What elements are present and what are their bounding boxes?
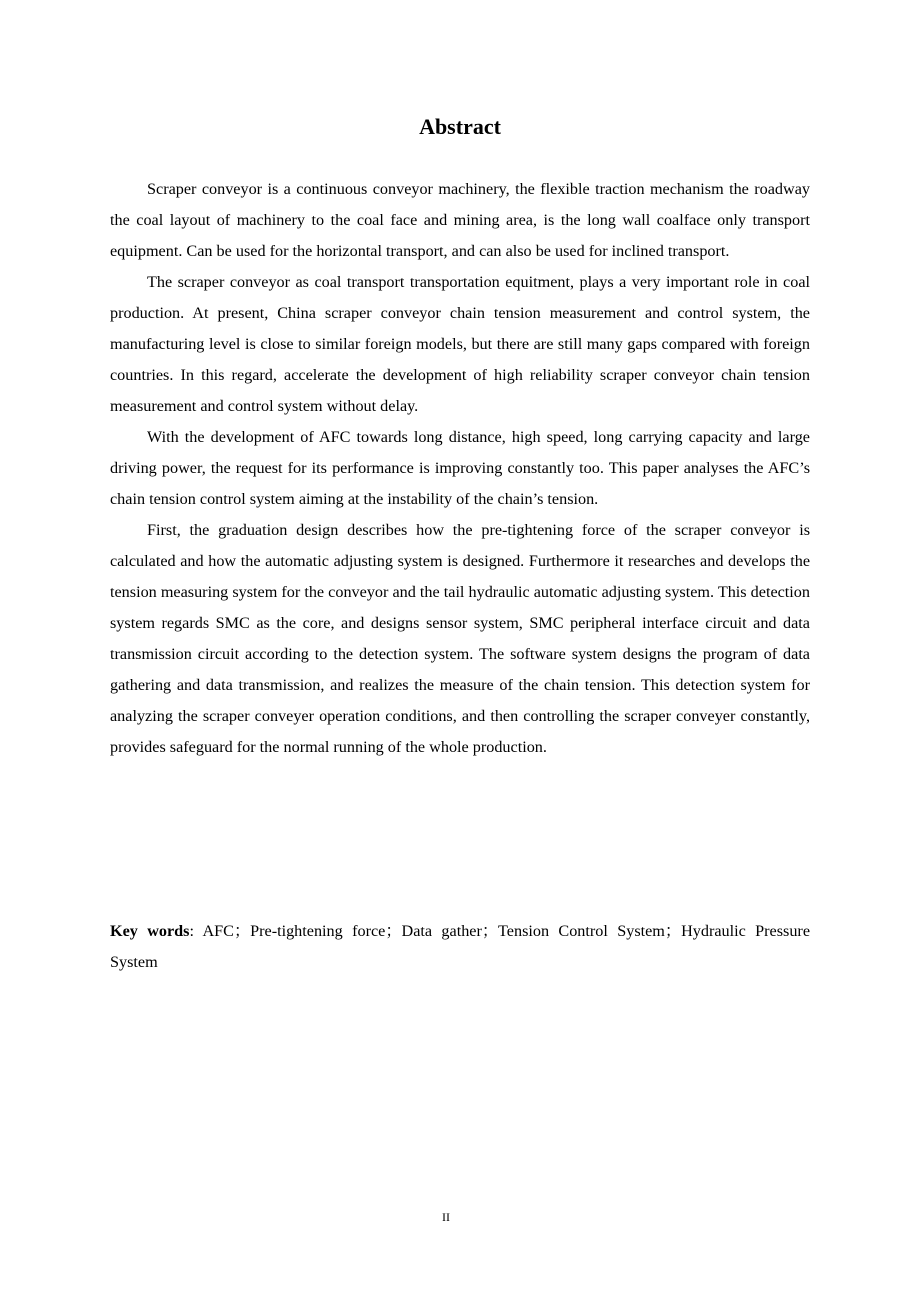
abstract-paragraph-4: First, the graduation design describes how the pre-tightening force of the scraper conveyor is calculated and how the automatic adjusting system is designed. Furthermore it researches and develops the tension measuring system for the conveyor and the tail hydraulic automatic adjusting system. This detection system regards SMC as the core, and designs sensor system, SMC peripheral interface circuit and data transmission circuit according to the detection system. The software system designs the program of data gathering and data transmission, and realizes the measure of the chain tension. This detection system for analyzing the scraper conveyer operation conditions, and then controlling the scraper conveyer constantly, provides safeguard for the normal running of the whole production.	[110, 521, 810, 756]
keywords-label: Key words	[110, 922, 190, 940]
page-number: II	[442, 1210, 450, 1224]
keywords-line	[110, 916, 810, 978]
abstract-paragraph-2: The scraper conveyor as coal transport transportation equitment, plays a very important role in coal production. At present, China scraper conveyor chain tension measurement and control system, the manufacturing level is close to similar foreign models, but there are still many gaps compared with foreign countries. In this regard, accelerate the development of high reliability scraper conveyor chain tension measurement and control system without delay.	[110, 273, 810, 415]
abstract-title: Abstract	[419, 114, 501, 139]
keywords-text: : AFC；Pre-tightening force；Data gather；Tension Control System；Hydraulic Pressure System	[110, 922, 811, 971]
abstract-paragraph-1: Scraper conveyor is a continuous conveyor machinery, the flexible traction mechanism the roadway the coal layout of machinery to the coal face and mining area, is the long wall coalface only transport equipment. Can be used for the horizontal transport, and can also be used for inclined transport.	[110, 180, 810, 260]
abstract-paragraph-3: With the development of AFC towards long distance, high speed, long carrying capacity and large driving power, the request for its performance is improving constantly too. This paper analyses the AFC’s chain tension control system aiming at the instability of the chain’s tension.	[110, 428, 810, 508]
abstract-body	[110, 174, 810, 763]
